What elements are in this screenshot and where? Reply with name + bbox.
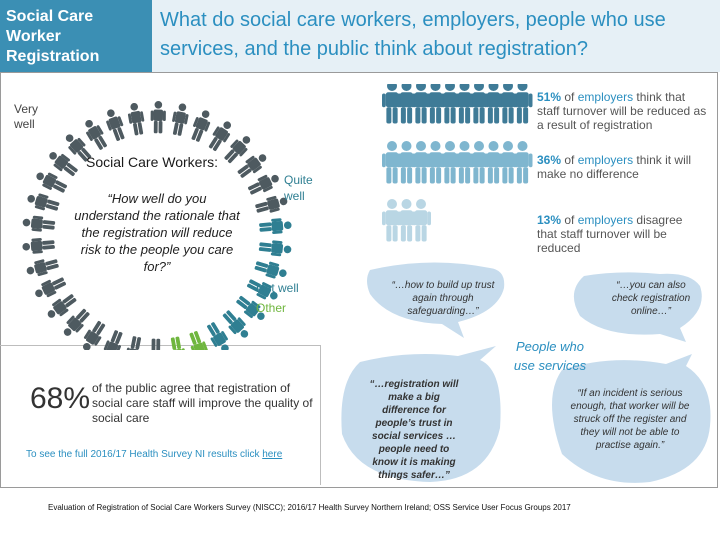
stat3-text: disagree that staff turnover will be reduced: [537, 213, 683, 255]
page-title: What do social care workers, employers, people who use services, and the public think about registration?: [160, 9, 666, 60]
ring-person-icon: [186, 329, 212, 350]
employer-stat-2: 36% of employers think it will make no difference: [537, 153, 692, 181]
badge-title: Social Care Worker Registration: [6, 8, 100, 65]
divider-vertical: [320, 345, 321, 485]
ring-person-icon: [25, 190, 60, 214]
quote-trust-safeguarding: “…how to build up trust again through safeguarding…”: [391, 280, 495, 317]
ring-person-icon: [32, 274, 68, 302]
stat3-percent: 13%: [537, 213, 562, 227]
quote-big-difference: “…registration will make a big difference for people’s trust in social services … people need to know it is making things safer…”: [369, 379, 459, 481]
stat1-noun: employers: [577, 90, 634, 104]
ring-person-icon: [188, 108, 214, 144]
ring-person-icon: [204, 320, 234, 350]
stat1-text: think that staff turnover will be reduced as a result of registration: [537, 90, 707, 132]
ring-person-icon: [148, 339, 164, 350]
public-statement: of the public agree that registration of social care staff will improve the quality of social care: [92, 381, 313, 425]
quote-check-online: “…you can also check registration online…”: [611, 280, 691, 317]
public-percent: 68%: [30, 382, 91, 415]
ring-person-icon: [123, 335, 144, 350]
employer-stat-1: 51% of employers think that staff turnover will be reduced as a result of registration: [537, 90, 707, 132]
survey-link-line: [26, 449, 282, 460]
ring-person-icon: [167, 336, 188, 350]
ring-person-icon: [253, 258, 288, 282]
ring-person-icon: [258, 239, 292, 257]
employer-people-grid: [380, 84, 540, 256]
ring-person-icon: [126, 102, 147, 136]
quote-struck-off: “If an incident is serious enough, that worker will be struck off the register and they will not be able to practise again.”: [570, 388, 690, 451]
ring-person-icon: [100, 329, 126, 350]
ring-person-icon: [25, 256, 60, 279]
label-other: Other: [256, 301, 287, 315]
ring-person-icon: [102, 107, 128, 143]
ring-person-icon: [78, 319, 108, 350]
stat3-noun: employers: [577, 213, 634, 227]
stat2-noun: employers: [577, 153, 634, 167]
ring-person-icon: [33, 168, 69, 196]
label-quite-well: Quite well: [284, 173, 313, 203]
ring-person-icon: [246, 170, 282, 198]
employer-person-icon: [411, 199, 431, 242]
workers-heading: Social Care Workers:: [86, 154, 219, 170]
ring-person-icon: [259, 217, 292, 235]
employer-person-icon: [513, 84, 533, 124]
ring-person-icon: [169, 102, 190, 137]
sources-footer: Evaluation of Registration of Social Care Workers Survey (NISCC); 2016/17 Health Survey Northern Ireland; OSS Service User Focus Groups 2017: [48, 503, 571, 512]
stat1-percent: 51%: [537, 90, 562, 104]
service-users-label: People who use services: [513, 339, 587, 373]
label-very-well: Very well: [14, 102, 39, 131]
survey-link-prefix: To see the full 2016/17 Health Survey NI results click: [26, 449, 263, 460]
stat2-text: think it will make no difference: [537, 153, 692, 181]
label-not-well: Not well: [256, 281, 299, 295]
survey-link[interactable]: here: [262, 449, 283, 460]
employer-stat-3: 13% of employers disagree that staff turnover will be reduced: [537, 213, 683, 255]
ring-person-icon: [22, 215, 56, 233]
ring-person-icon: [150, 101, 166, 133]
employer-person-icon: [513, 141, 533, 184]
stat2-percent: 36%: [537, 153, 562, 167]
ring-person-icon: [81, 117, 111, 153]
ring-person-icon: [22, 237, 55, 255]
workers-question: “How well do you understand the rationale that the registration will reduce risk to the people you care for?”: [74, 191, 240, 274]
